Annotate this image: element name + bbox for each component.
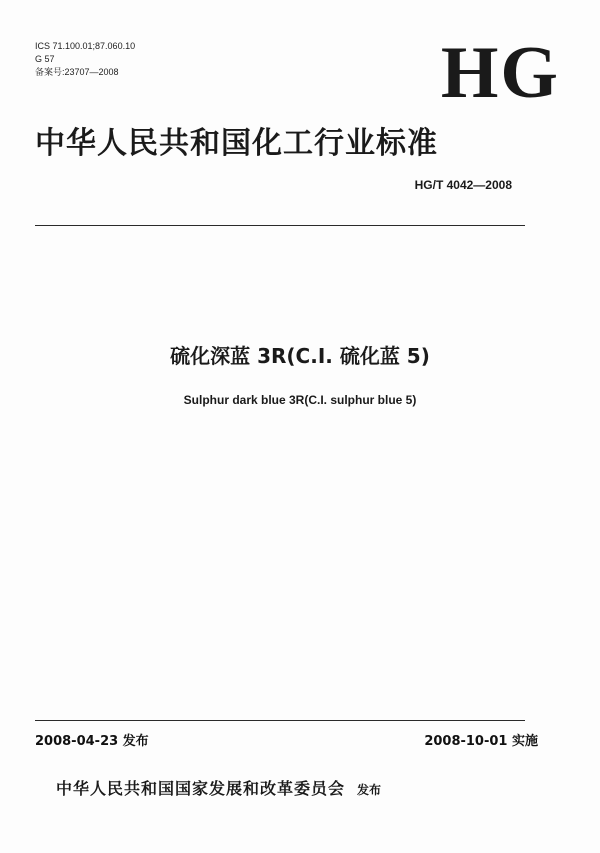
implementation-date: 2008-10-01 实施 <box>424 734 538 749</box>
document-title-english: Sulphur dark blue 3R(C.I. sulphur blue 5) <box>183 393 417 407</box>
record-number: 备案号:23707—2008 <box>35 67 119 77</box>
publisher-action: 发布 <box>357 783 382 797</box>
publisher-line <box>56 776 381 799</box>
ccs-code: G 57 <box>35 54 55 64</box>
top-divider <box>35 225 525 226</box>
standard-number: HG/T 4042—2008 <box>414 178 512 192</box>
document-title-chinese: 硫化深蓝 3R(C.I. 硫化蓝 5) <box>170 344 430 368</box>
issue-date: 2008-04-23 发布 <box>35 734 149 749</box>
bottom-divider <box>35 720 525 721</box>
publisher-name: 中华人民共和国国家发展和改革委员会 <box>56 779 346 798</box>
ics-code: ICS 71.100.01;87.060.10 <box>35 41 136 51</box>
standard-category-title: 中华人民共和国化工行业标准 <box>35 126 438 161</box>
hg-logo: HG <box>440 32 560 114</box>
classification-block <box>35 40 135 79</box>
